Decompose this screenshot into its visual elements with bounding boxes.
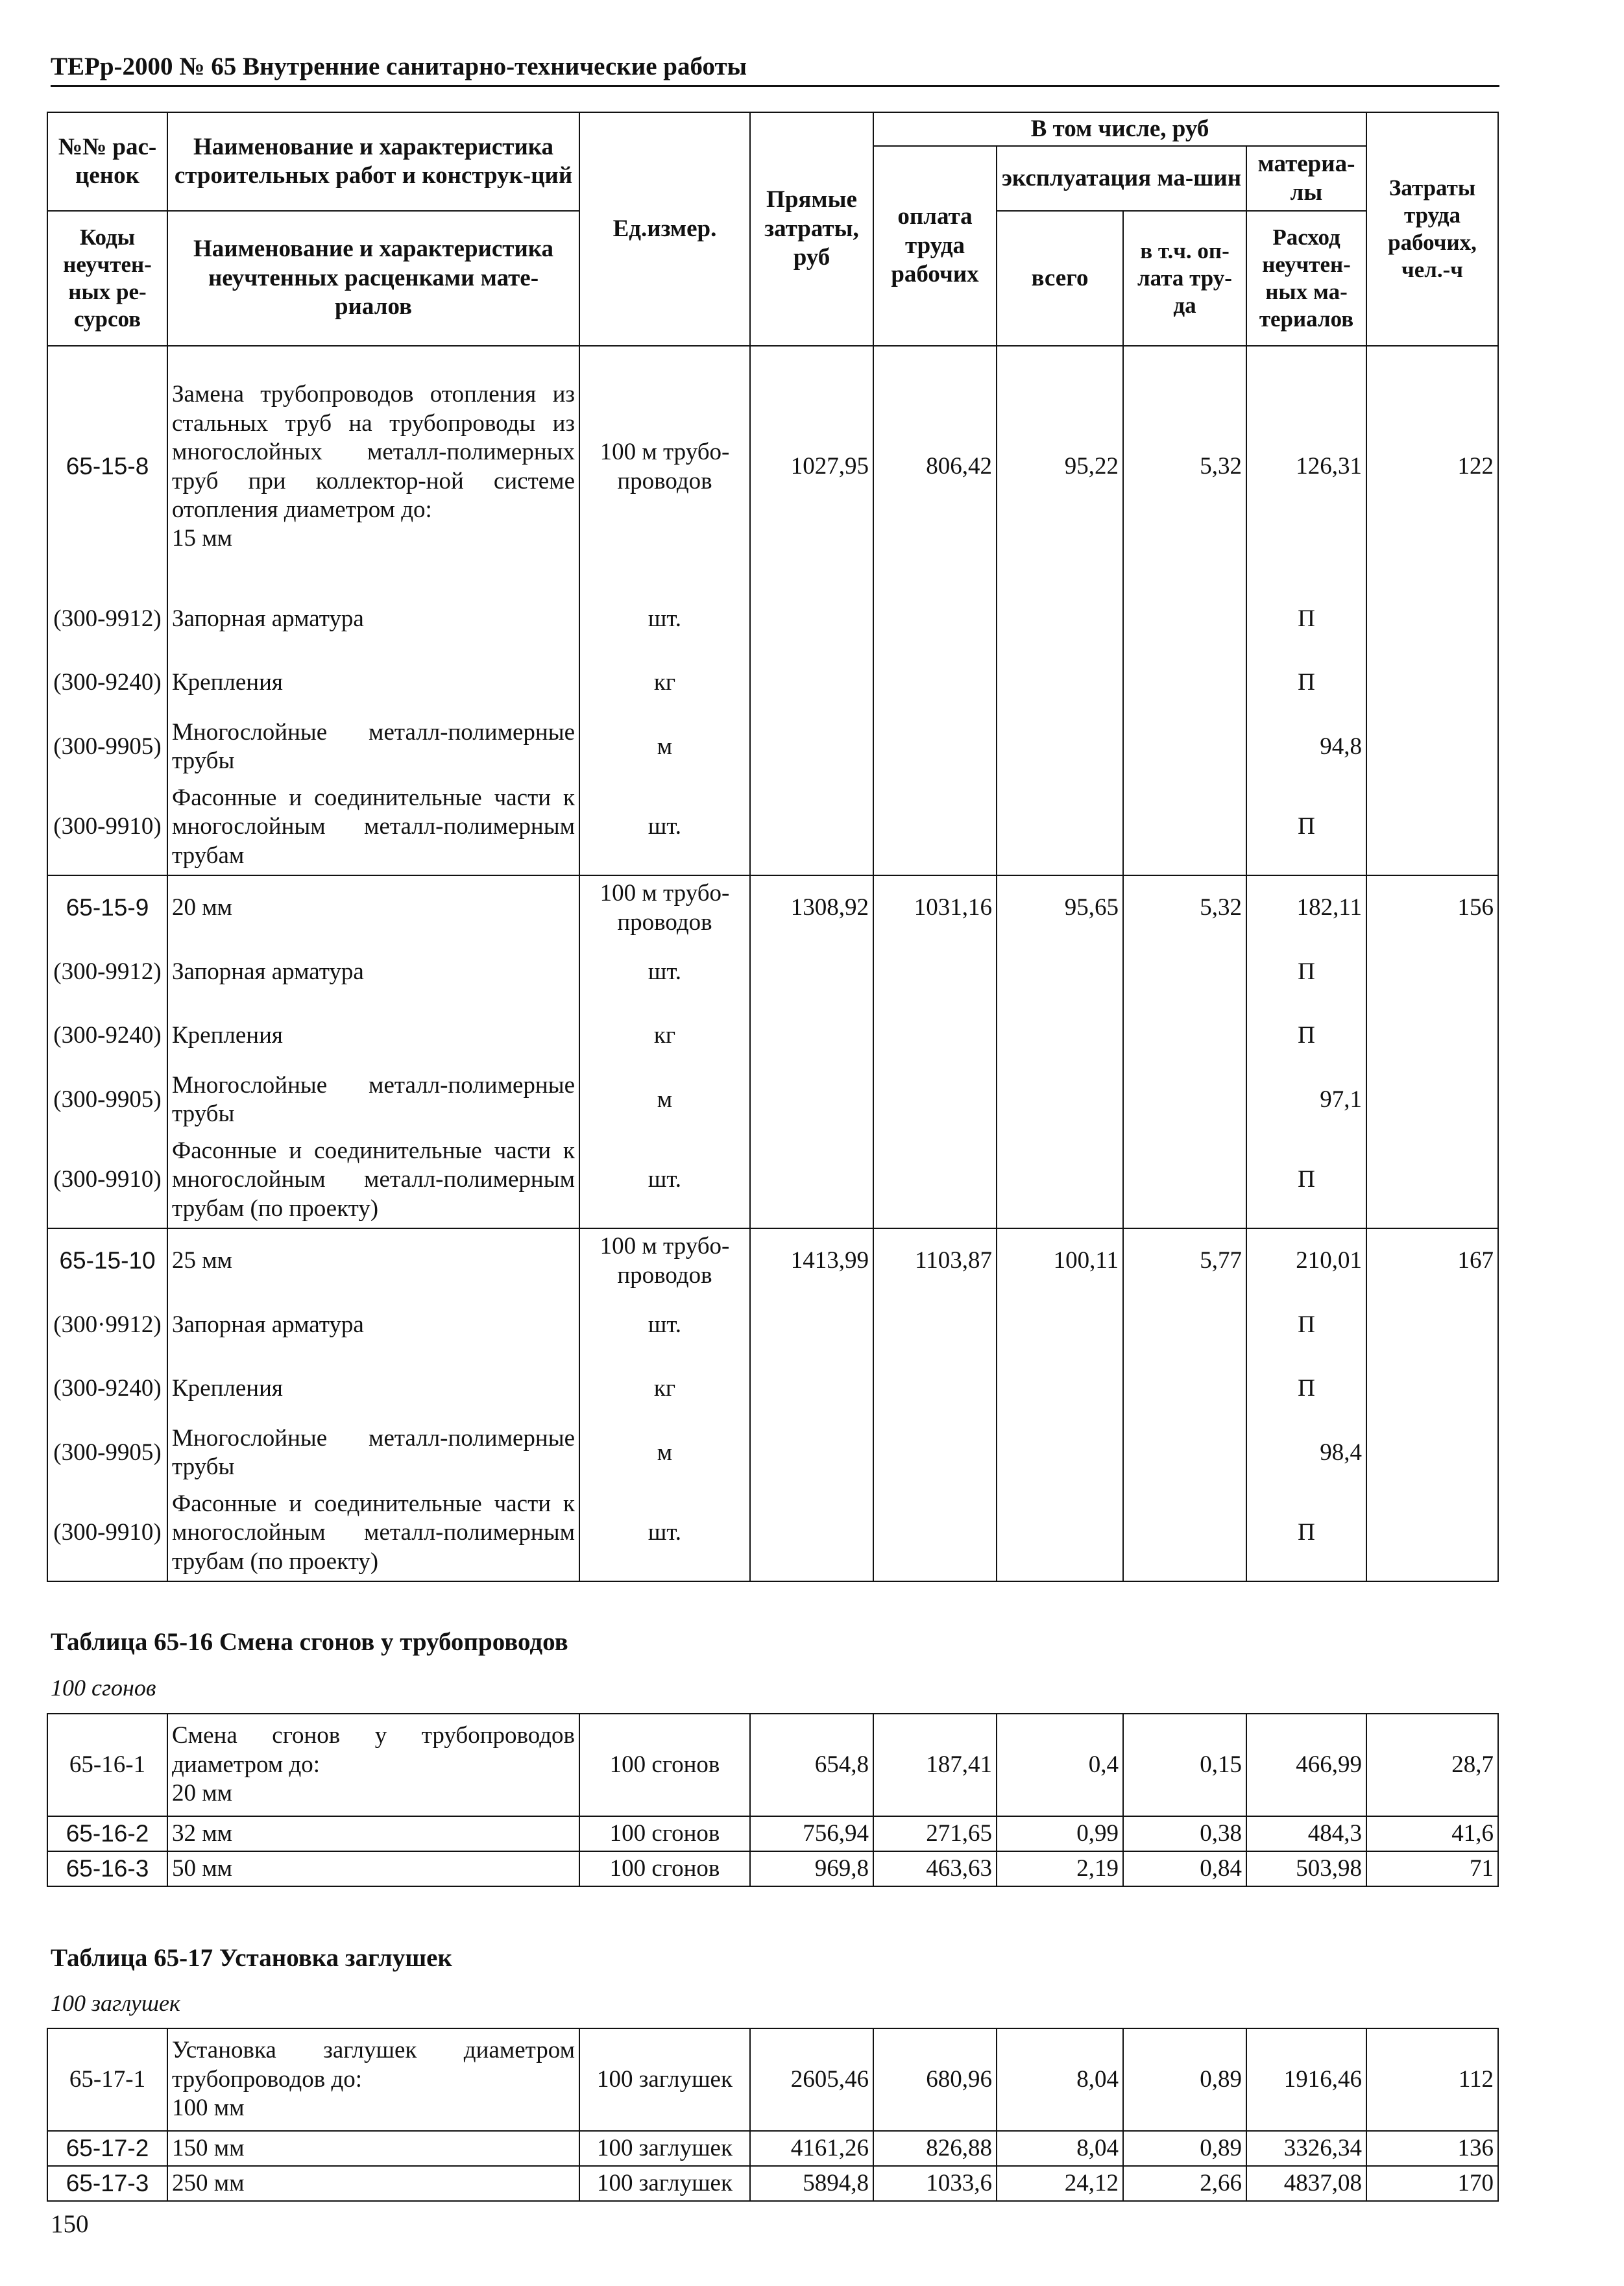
resource-code: (300-9240) [47, 1004, 167, 1067]
unit-cell: 100 м трубо-проводов [579, 346, 750, 587]
resource-code: (300-9910) [47, 1132, 167, 1228]
labor-hours-cell: 71 [1366, 1851, 1498, 1886]
work-description: 25 мм [167, 1228, 579, 1293]
resource-qty: 94,8 [1246, 714, 1366, 779]
header-unit: Ед.измер. [579, 112, 750, 346]
unit-cell: 100 заглушек [579, 2166, 750, 2201]
rates-table-65-16 [47, 1713, 1499, 1887]
materials-cell: 182,11 [1246, 875, 1366, 940]
resource-name: Многослойные металл-полимерные трубы [167, 1420, 579, 1485]
resource-unit: м [579, 1067, 750, 1132]
unit-cell: 100 м трубо-проводов [579, 1228, 750, 1293]
rate-code: 65-16-3 [47, 1851, 167, 1886]
resource-name: Многослойные металл-полимерные трубы [167, 1067, 579, 1132]
work-description: 150 мм [167, 2131, 579, 2166]
table-row [47, 1851, 1498, 1886]
header-resource-name: Наименование и характеристика неучтенных расценками мате-риалов [167, 211, 579, 346]
materials-cell: 484,3 [1246, 1816, 1366, 1851]
resource-unit: м [579, 1420, 750, 1485]
labor-pay-cell: 1103,87 [873, 1228, 997, 1293]
header-code: №№ рас-ценок [47, 112, 167, 211]
table-row [47, 2166, 1498, 2201]
machines-total-cell: 2,19 [997, 1851, 1123, 1886]
resource-qty: П [1246, 651, 1366, 714]
unit-cell: 100 заглушек [579, 2028, 750, 2131]
direct-costs-cell: 1308,92 [750, 875, 873, 940]
table-row [47, 1228, 1498, 1293]
diameter-label: 15 мм [172, 525, 233, 552]
resource-row [47, 1132, 1498, 1228]
diameter-label: 20 мм [172, 1780, 233, 1807]
labor-hours-cell: 112 [1366, 2028, 1498, 2131]
resource-code: (300-9905) [47, 1420, 167, 1485]
resource-row [47, 1485, 1498, 1581]
direct-costs-cell: 969,8 [750, 1851, 873, 1886]
unit-cell: 100 м трубо-проводов [579, 875, 750, 940]
materials-cell: 503,98 [1246, 1851, 1366, 1886]
rate-code: 65-17-1 [47, 2028, 167, 2131]
materials-cell: 3326,34 [1246, 2131, 1366, 2166]
labor-pay-cell: 680,96 [873, 2028, 997, 2131]
resource-name: Запорная арматура [167, 940, 579, 1004]
labor-pay-cell: 1031,16 [873, 875, 997, 940]
resource-code: (300-9240) [47, 651, 167, 714]
table-row [47, 346, 1498, 587]
resource-unit: кг [579, 1004, 750, 1067]
machines-total-cell: 100,11 [997, 1228, 1123, 1293]
resource-row [47, 1357, 1498, 1420]
header-machines-total: всего [997, 211, 1123, 346]
direct-costs-cell: 5894,8 [750, 2166, 873, 2201]
resource-name: Многослойные металл-полимерные трубы [167, 714, 579, 779]
header-resource-code: Коды неучтен-ных ре-сурсов [47, 211, 167, 346]
rates-table-65-15 [47, 112, 1499, 1582]
resource-qty: П [1246, 1485, 1366, 1581]
header-including: В том числе, руб [873, 112, 1366, 146]
resource-unit: шт. [579, 779, 750, 875]
machines-total-cell: 8,04 [997, 2028, 1123, 2131]
resource-unit: шт. [579, 1293, 750, 1357]
resource-name: Фасонные и соединительные части к многослойным металл-полимерным трубам (по проекту) [167, 1132, 579, 1228]
resource-qty: П [1246, 779, 1366, 875]
direct-costs-cell: 1413,99 [750, 1228, 873, 1293]
rate-code: 65-16-2 [47, 1816, 167, 1851]
labor-hours-cell: 41,6 [1366, 1816, 1498, 1851]
materials-cell: 466,99 [1246, 1714, 1366, 1816]
resource-name: Крепления [167, 1004, 579, 1067]
machines-total-cell: 8,04 [997, 2131, 1123, 2166]
resource-row [47, 651, 1498, 714]
materials-cell: 210,01 [1246, 1228, 1366, 1293]
resource-unit: шт. [579, 1132, 750, 1228]
machines-total-cell: 95,22 [997, 346, 1123, 587]
labor-hours-cell: 167 [1366, 1228, 1498, 1293]
resource-qty: П [1246, 1357, 1366, 1420]
labor-pay-cell: 1033,6 [873, 2166, 997, 2201]
header-machines: эксплуатация ма-шин [997, 146, 1246, 211]
resource-row [47, 1067, 1498, 1132]
labor-pay-cell: 187,41 [873, 1714, 997, 1816]
work-description: Смена сгонов у трубопроводов диаметром до: [172, 1722, 575, 1778]
resource-code: (300-9910) [47, 779, 167, 875]
machines-labor-cell: 0,38 [1123, 1816, 1246, 1851]
machines-total-cell: 0,4 [997, 1714, 1123, 1816]
page-number: 150 [51, 2210, 89, 2238]
rate-code: 65-15-8 [47, 346, 167, 587]
resource-row [47, 714, 1498, 779]
resource-row [47, 1004, 1498, 1067]
resource-qty: П [1246, 1132, 1366, 1228]
machines-labor-cell: 0,84 [1123, 1851, 1246, 1886]
rate-code: 65-15-10 [47, 1228, 167, 1293]
header-direct-costs: Прямые затраты, руб [750, 112, 873, 346]
machines-total-cell: 24,12 [997, 2166, 1123, 2201]
unit-cell: 100 сгонов [579, 1714, 750, 1816]
resource-qty: 97,1 [1246, 1067, 1366, 1132]
resource-unit: шт. [579, 940, 750, 1004]
work-description: 50 мм [167, 1851, 579, 1886]
work-description: 32 мм [167, 1816, 579, 1851]
resource-unit: м [579, 714, 750, 779]
direct-costs-cell: 2605,46 [750, 2028, 873, 2131]
resource-code: (300-9240) [47, 1357, 167, 1420]
labor-hours-cell: 28,7 [1366, 1714, 1498, 1816]
resource-row [47, 1420, 1498, 1485]
work-description: Замена трубопроводов отопления из стальных труб на трубопроводы из многослойных металл-полимерных труб при коллектор-ной системе отопления диаметром до: [172, 381, 575, 523]
direct-costs-cell: 756,94 [750, 1816, 873, 1851]
resource-unit: шт. [579, 1485, 750, 1581]
unit-cell: 100 сгонов [579, 1851, 750, 1886]
rates-table-65-17 [47, 2028, 1499, 2202]
machines-labor-cell: 2,66 [1123, 2166, 1246, 2201]
labor-hours-cell: 136 [1366, 2131, 1498, 2166]
resource-name: Запорная арматура [167, 1293, 579, 1357]
table-row [47, 1714, 1498, 1816]
work-description: Установка заглушек диаметром трубопроводов до: [172, 2037, 575, 2093]
labor-hours-cell: 156 [1366, 875, 1498, 940]
resource-code: (300·9912) [47, 1293, 167, 1357]
resource-name: Фасонные и соединительные части к многослойным металл-полимерным трубам [167, 779, 579, 875]
resource-row [47, 1293, 1498, 1357]
table-65-16-unit: 100 сгонов [51, 1675, 156, 1701]
resource-row [47, 940, 1498, 1004]
labor-pay-cell: 806,42 [873, 346, 997, 587]
rate-code: 65-16-1 [47, 1714, 167, 1816]
table-row [47, 2131, 1498, 2166]
direct-costs-cell: 4161,26 [750, 2131, 873, 2166]
rate-code: 65-17-2 [47, 2131, 167, 2166]
resource-name: Крепления [167, 651, 579, 714]
resource-unit: кг [579, 1357, 750, 1420]
resource-row [47, 587, 1498, 651]
resource-code: (300-9912) [47, 940, 167, 1004]
header-name: Наименование и характеристика строительных работ и конструк-ций [167, 112, 579, 211]
direct-costs-cell: 654,8 [750, 1714, 873, 1816]
resource-qty: П [1246, 587, 1366, 651]
machines-labor-cell: 5,32 [1123, 875, 1246, 940]
machines-total-cell: 0,99 [997, 1816, 1123, 1851]
machines-labor-cell: 0,89 [1123, 2131, 1246, 2166]
materials-cell: 4837,08 [1246, 2166, 1366, 2201]
materials-cell: 126,31 [1246, 346, 1366, 587]
resource-qty: П [1246, 1004, 1366, 1067]
unit-cell: 100 заглушек [579, 2131, 750, 2166]
unit-cell: 100 сгонов [579, 1816, 750, 1851]
resource-qty: П [1246, 1293, 1366, 1357]
resource-code: (300-9912) [47, 587, 167, 651]
table-row [47, 875, 1498, 940]
materials-cell: 1916,46 [1246, 2028, 1366, 2131]
header-machines-labor: в т.ч. оп-лата тру-да [1123, 211, 1246, 346]
table-65-16-title: Таблица 65-16 Смена сгонов у трубопроводов [51, 1628, 568, 1656]
page-title: ТЕРр-2000 № 65 Внутренние санитарно-технические работы [51, 52, 1499, 87]
table-row [47, 1816, 1498, 1851]
table-65-17-title: Таблица 65-17 Установка заглушек [51, 1944, 452, 1972]
rate-code: 65-15-9 [47, 875, 167, 940]
table-row [47, 2028, 1498, 2131]
resource-name: Фасонные и соединительные части к многослойным металл-полимерным трубам (по проекту) [167, 1485, 579, 1581]
machines-labor-cell: 0,89 [1123, 2028, 1246, 2131]
machines-total-cell: 95,65 [997, 875, 1123, 940]
resource-row [47, 779, 1498, 875]
header-resource-qty: Расход неучтен-ных ма-териалов [1246, 211, 1366, 346]
machines-labor-cell: 0,15 [1123, 1714, 1246, 1816]
labor-pay-cell: 463,63 [873, 1851, 997, 1886]
resource-qty: П [1246, 940, 1366, 1004]
work-description: 250 мм [167, 2166, 579, 2201]
resource-code: (300-9910) [47, 1485, 167, 1581]
labor-pay-cell: 271,65 [873, 1816, 997, 1851]
direct-costs-cell: 1027,95 [750, 346, 873, 587]
machines-labor-cell: 5,77 [1123, 1228, 1246, 1293]
work-description: 20 мм [167, 875, 579, 940]
resource-code: (300-9905) [47, 714, 167, 779]
header-labor-pay: оплата труда рабочих [873, 146, 997, 346]
machines-labor-cell: 5,32 [1123, 346, 1246, 587]
resource-unit: кг [579, 651, 750, 714]
resource-qty: 98,4 [1246, 1420, 1366, 1485]
labor-hours-cell: 122 [1366, 346, 1498, 587]
resource-unit: шт. [579, 587, 750, 651]
header-materials: материа-лы [1246, 146, 1366, 211]
header-labor-hours: Затраты труда рабочих, чел.-ч [1366, 112, 1498, 346]
rate-code: 65-17-3 [47, 2166, 167, 2201]
table-65-17-unit: 100 заглушек [51, 1990, 180, 2016]
resource-name: Запорная арматура [167, 587, 579, 651]
resource-code: (300-9905) [47, 1067, 167, 1132]
labor-hours-cell: 170 [1366, 2166, 1498, 2201]
diameter-label: 100 мм [172, 2095, 245, 2122]
labor-pay-cell: 826,88 [873, 2131, 997, 2166]
resource-name: Крепления [167, 1357, 579, 1420]
